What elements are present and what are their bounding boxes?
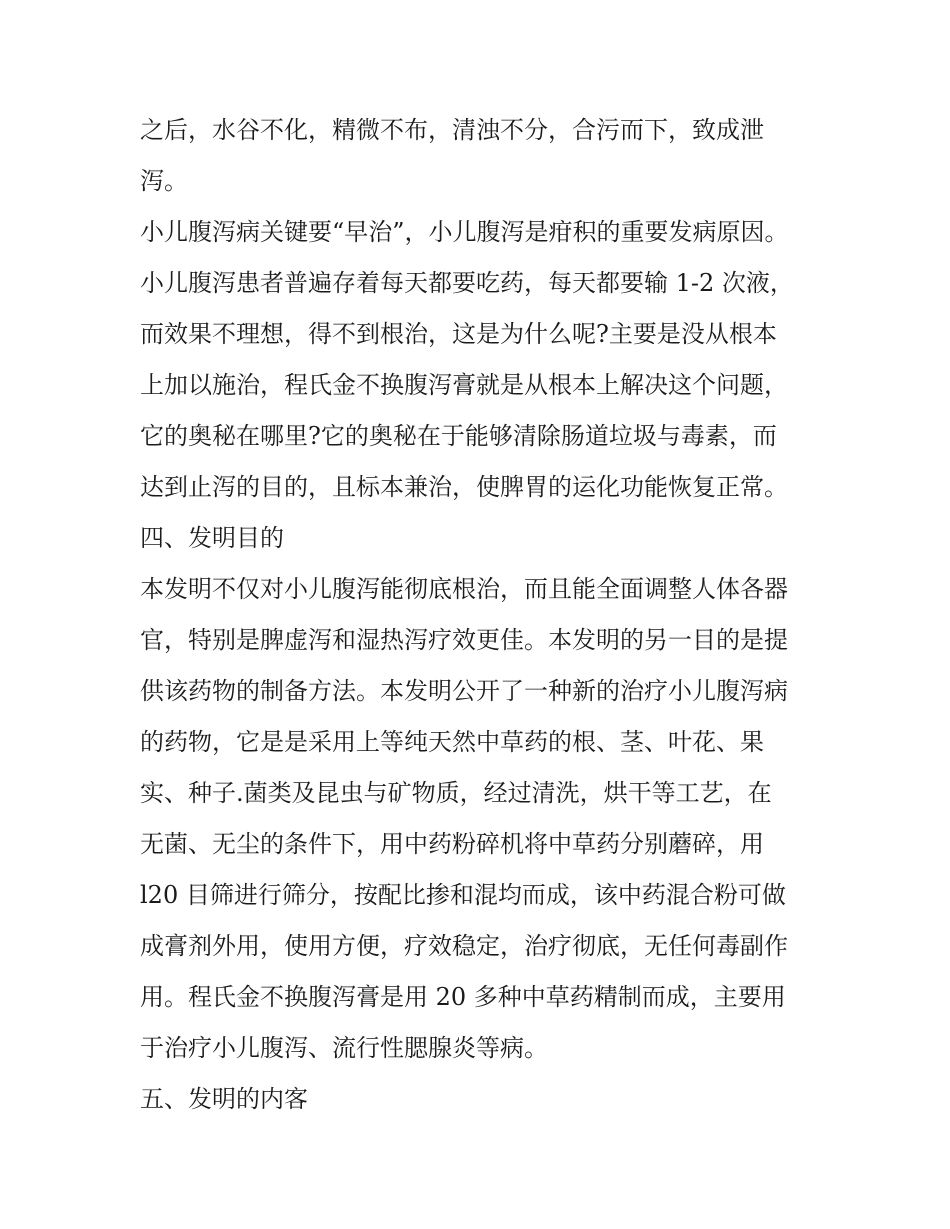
text-line: 用。程氏金不换腹泻膏是用 20 多种中草药精制而成，主要用 [140, 983, 786, 1011]
text-line: 小儿腹泻病关键要“早治”，小儿腹泻是疳积的重要发病原因。 [140, 218, 789, 246]
text-line: 官，特别是脾虚泻和湿热泻疗效更佳。本发明的另一目的是提 [140, 626, 788, 654]
text-line: 达到止泻的目的，且标本兼治，使脾胃的运化功能恢复正常。 [140, 473, 788, 501]
text-line: 实、种子.菌类及昆虫与矿物质，经过清洗，烘干等工艺，在 [140, 779, 772, 807]
text-line: l20 目筛进行筛分，按配比掺和混均而成，该中药混合粉可做 [140, 881, 786, 909]
text-line: 成膏剂外用，使用方便，疗效稳定，治疗彻底，无任何毒副作 [140, 932, 788, 960]
section-heading: 四、发明目的 [140, 524, 284, 552]
text-line: 于治疗小儿腹泻、流行性腮腺炎等病。 [140, 1034, 548, 1062]
text-line: 的药物，它是是采用上等纯天然中草药的根、茎、叶花、果 [140, 728, 764, 756]
text-line: 泻。 [140, 167, 188, 195]
document-body [140, 105, 815, 1125]
text-line: 本发明不仅对小儿腹泻能彻底根治，而且能全面调整人体各器 [140, 575, 788, 603]
text-line: 无菌、无尘的条件下，用中药粉碎机将中草药分别蘑碎，用 [140, 830, 764, 858]
text-line: 上加以施治，程氏金不换腹泻膏就是从根本上解决这个问题， [140, 371, 788, 399]
section-heading: 五、发明的内客 [140, 1085, 308, 1113]
text-line: 小儿腹泻患者普遍存着每天都要吃药，每天都要输 1-2 次液， [140, 269, 794, 297]
text-line: 而效果不理想，得不到根治，这是为什么呢?主要是没从根本 [140, 320, 777, 348]
text-line: 它的奥秘在哪里?它的奥秘在于能够清除肠道垃圾与毒素，而 [140, 422, 777, 450]
text-line: 之后，水谷不化，精微不布，清浊不分，合污而下，致成泄 [140, 116, 764, 144]
text-line: 供该药物的制备方法。本发明公开了一种新的治疗小儿腹泻病 [140, 677, 788, 705]
